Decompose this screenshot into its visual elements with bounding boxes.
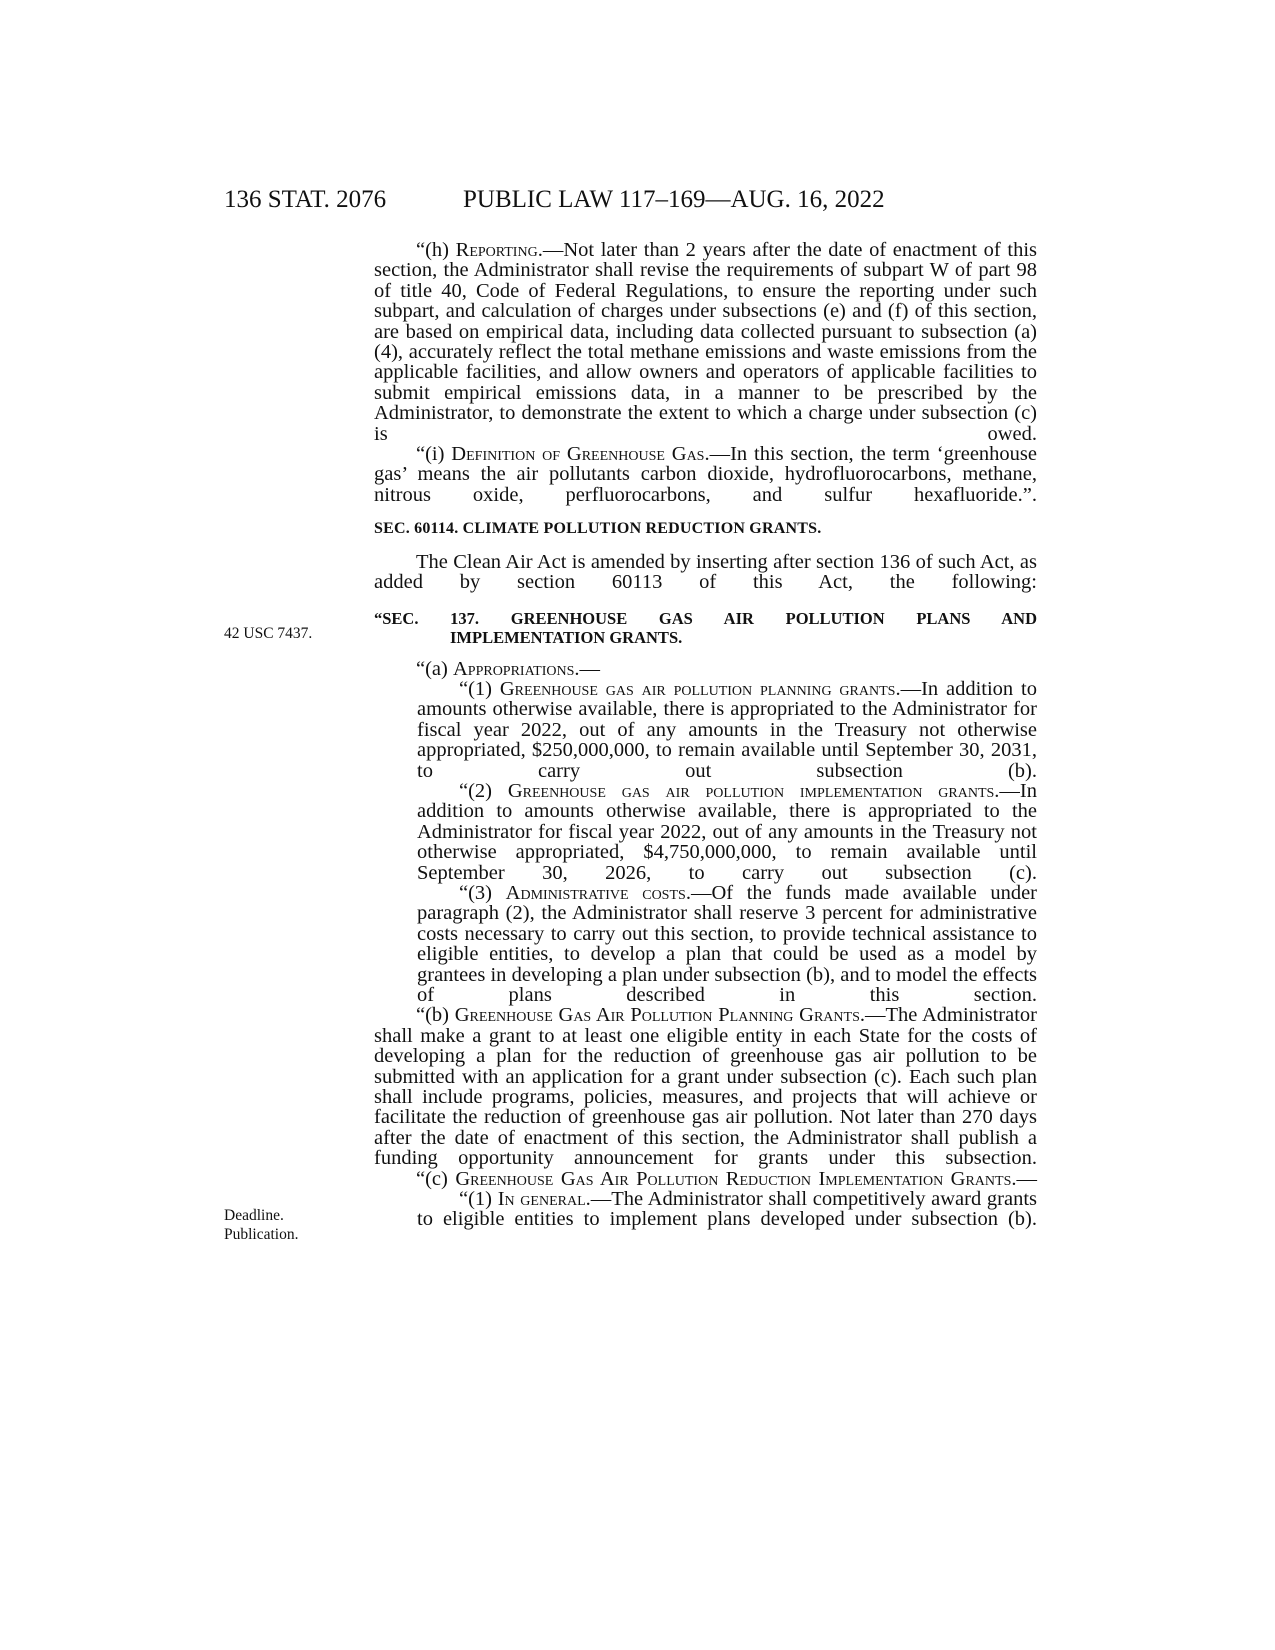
subsection-b-heading: Greenhouse Gas Air Pollution Planning Grants <box>454 1004 860 1027</box>
subsection-a-open: “(a) <box>416 657 453 680</box>
margin-note-usc: 42 USC 7437. <box>224 625 313 642</box>
paragraph-a3 <box>374 883 1037 1005</box>
section-137-heading-line2: IMPLEMENTATION GRANTS. <box>450 627 683 647</box>
paragraph-c1-heading: In general <box>497 1188 586 1211</box>
section-60114-intro: The Clean Air Act is amended by inserting after section 136 of such Act, as added by section 60113 of this Act, the following: <box>374 550 1037 594</box>
subsection-h <box>374 240 1037 444</box>
subsection-c-dash: .— <box>1011 1167 1037 1190</box>
paragraph-c1 <box>374 1189 1037 1230</box>
subsection-b-open: “(b) <box>416 1004 455 1027</box>
statute-body <box>374 240 1037 1230</box>
subsection-i-heading: Definition of Greenhouse Gas <box>451 443 705 466</box>
subsection-b <box>374 1005 1037 1168</box>
paragraph-a2-heading: Greenhouse gas air pollution implementation grants <box>507 779 995 802</box>
paragraph-c1-open: “(1) <box>459 1188 498 1211</box>
subsection-a-dash: .— <box>574 657 600 680</box>
subsection-c-open: “(c) <box>416 1167 456 1190</box>
subsection-a <box>374 659 1037 679</box>
paragraph-c1-text: .—The Administrator shall competitively award grants to eligible entities to implement plans developed under subsection (b). <box>417 1188 1037 1231</box>
section-137-heading-line1: “SEC. 137. GREENHOUSE GAS AIR POLLUTION PLANS AND <box>374 608 1037 628</box>
subsection-h-text: .—Not later than 2 years after the date of enactment of this section, the Administrator shall revise the requirements of subpart W of part 98 of title 40, Code of Federal Regulations, to ensure the reporting under such subpart, and calculation of charges under subsections (e) and (f) of this section, are based on empirical data, including data collected pursuant to subsection (a)(4), accurately reflect the total methane emissions and waste emissions from the applicable facilities, and allow owners and operators of applicable facilities to submit empirical emissions data, in a manner to be prescribed by the Administrator, to demonstrate the extent to which a charge under subsection (c) is owed. <box>374 239 1037 445</box>
paragraph-a3-heading: Administrative costs <box>505 881 686 904</box>
paragraph-a3-open: “(3) <box>459 881 506 904</box>
section-137-heading <box>374 609 1037 647</box>
paragraph-a3-text: .—Of the funds made available under paragraph (2), the Administrator shall reserve 3 percent for administrative costs necessary to carry out this section, to provide technical assistance to eligible entities, to develop a plan that could be used as a model by grantees in developing a plan under subsection (b), and to model the effects of plans described in this section. <box>417 881 1037 1006</box>
subsection-a-heading: Appropriations <box>452 657 575 680</box>
subsection-i-text: .—In this section, the term ‘greenhouse gas’ means the air pollutants carbon dioxide, hydrofluorocarbons, methane, nitrous oxide, perfluorocarbons, and sulfur hexafluoride.”. <box>374 443 1037 506</box>
paragraph-a1 <box>374 679 1037 781</box>
paragraph-a1-text: .—In addition to amounts otherwise available, there is appropriated to the Administrator for fiscal year 2022, out of any amounts in the Treasury not otherwise appropriated, $250,000,000, to remain available until September 30, 2031, to carry out subsection (b). <box>417 677 1037 782</box>
page-header <box>0 186 1275 226</box>
subsection-c-heading: Greenhouse Gas Air Pollution Reduction Implementation Grants <box>455 1167 1012 1190</box>
paragraph-a1-open: “(1) <box>459 677 500 700</box>
subsection-i <box>374 444 1037 505</box>
paragraph-a2-open: “(2) <box>459 779 508 802</box>
subsection-c <box>374 1169 1037 1189</box>
paragraph-a2 <box>374 781 1037 883</box>
paragraph-a1-heading: Greenhouse gas air pollution planning grants <box>499 677 896 700</box>
subsection-h-open: “(h) <box>416 239 456 261</box>
section-60114-heading: SEC. 60114. CLIMATE POLLUTION REDUCTION GRANTS. <box>374 520 822 538</box>
stat-page-number: 136 STAT. 2076 <box>224 186 387 213</box>
public-law-title: PUBLIC LAW 117–169—AUG. 16, 2022 <box>463 186 885 213</box>
subsection-b-text: .—The Administrator shall make a grant to at least one eligible entity in each State for the costs of developing a plan for the reduction of greenhouse gas air pollution to be submitted with an application for a grant under subsection (c). Each such plan shall include programs, policies, measures, and projects that will achieve or facilitate the reduction of greenhouse gas air pollution. Not later than 270 days after the date of enactment of this section, the Administrator shall publish a funding opportunity announcement for grants under this subsection. <box>374 1004 1037 1170</box>
subsection-h-heading: Reporting <box>455 239 538 261</box>
paragraph-a2-text: .—In addition to amounts otherwise available, there is appropriated to the Administrator for fiscal year 2022, out of any amounts in the Treasury not otherwise appropriated, $4,750,000,000, to remain available until September 30, 2026, to carry out subsection (c). <box>417 779 1037 884</box>
margin-note-publication: Publication. <box>224 1226 299 1243</box>
margin-note-deadline: Deadline. <box>224 1207 284 1224</box>
subsection-i-open: “(i) <box>416 443 452 466</box>
